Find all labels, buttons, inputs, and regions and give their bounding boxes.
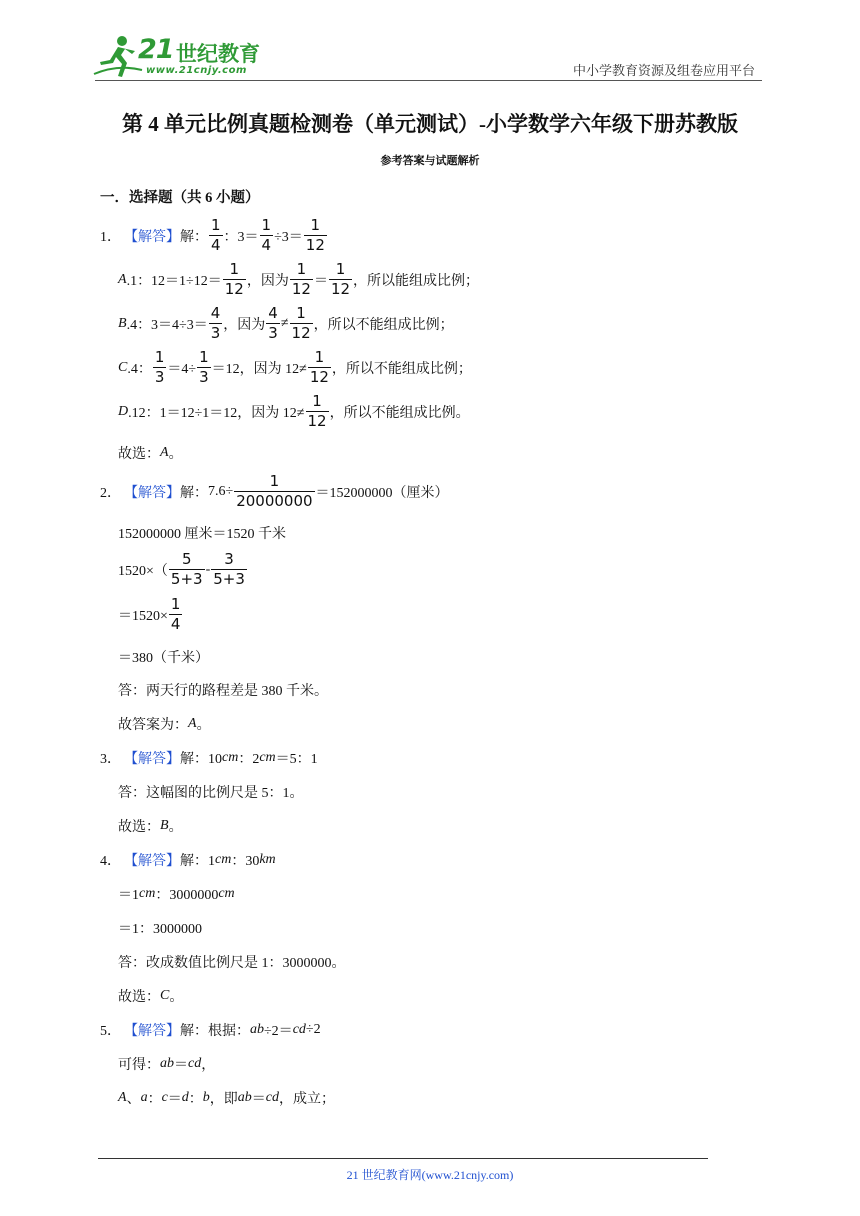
variable: d: [181, 1090, 189, 1105]
text: ＝152000000（厘米）: [315, 485, 449, 501]
q4-line-1: [100, 850, 276, 870]
variable: ab: [250, 1022, 264, 1037]
text: ，所以不能组成比例；: [331, 361, 472, 377]
text: .4：3＝4÷3＝: [126, 317, 208, 333]
text: ＝: [251, 1092, 266, 1107]
fraction: $\frac{1}{3}$: [199, 348, 209, 386]
q2-line-6: 答：两天行的路程差是 380 千米。: [118, 684, 328, 699]
fraction: $\frac{1}{4}$: [211, 216, 221, 254]
answer-letter: B: [160, 818, 169, 833]
q1-choice: [118, 443, 183, 463]
answer-letter: C: [160, 988, 170, 1003]
platform-label: 中小学教育资源及组卷应用平台: [572, 63, 755, 78]
variable: a: [140, 1090, 148, 1105]
text: ，即: [209, 1092, 238, 1107]
q4-line-3: ＝1：3000000: [118, 922, 202, 937]
fraction: $\frac{4}{3}$: [210, 304, 221, 342]
answer-tag[interactable]: 【解答】: [124, 485, 180, 501]
text: -: [205, 561, 211, 577]
question-number: 5．: [100, 1024, 121, 1039]
option-letter: D: [118, 403, 129, 419]
answer-tag[interactable]: 【解答】: [124, 854, 180, 869]
unit: km: [259, 852, 276, 867]
fraction: $\frac{1}{12}$: [224, 260, 244, 298]
fraction: $\frac{1}{12}$: [307, 392, 327, 430]
text: ÷3＝: [274, 229, 303, 245]
text: 。: [169, 990, 184, 1005]
text: 故选：: [118, 820, 160, 835]
fraction: $\frac{1}{12}$: [305, 216, 325, 254]
text: ，成立；: [279, 1092, 335, 1107]
text: .4：: [127, 361, 152, 377]
answer-tag[interactable]: 【解答】: [124, 1024, 180, 1039]
fraction: $\frac{5}{5+3}$: [170, 550, 203, 588]
text: ，: [201, 1058, 216, 1073]
fraction: $\frac{1}{12}$: [309, 348, 329, 386]
question-number: 4．: [100, 854, 121, 869]
text: ：30: [231, 854, 260, 869]
answer-tag[interactable]: 【解答】: [124, 229, 180, 245]
variable: b: [202, 1090, 210, 1105]
variable: c: [161, 1090, 168, 1105]
text: ＝: [313, 273, 328, 289]
q1-line-1: [100, 218, 328, 253]
text: ÷2: [305, 1022, 321, 1037]
variable: cd: [188, 1056, 202, 1071]
fraction: $\frac{1}{3}$: [154, 348, 165, 386]
text: 。: [168, 447, 183, 462]
text: ＝12，因为 12≠: [211, 361, 307, 377]
text: 。: [168, 820, 183, 835]
text: 1520×（: [118, 563, 168, 579]
text: ：: [188, 1092, 203, 1107]
fraction: $\frac{1}{12}$: [330, 260, 351, 298]
q5-line-1: [100, 1020, 321, 1040]
text: ＝4÷: [167, 361, 197, 377]
text: 解：10: [180, 752, 222, 767]
text: ，因为: [223, 317, 266, 333]
unit: cm: [139, 886, 156, 901]
text: ≠: [280, 315, 289, 331]
answer-tag[interactable]: 【解答】: [124, 752, 180, 767]
text: .1：12＝1÷12＝: [126, 273, 222, 289]
answer-letter: A: [188, 716, 197, 731]
text: 。: [196, 718, 211, 733]
unit: cm: [218, 886, 235, 901]
text: ，所以能组成比例；: [353, 273, 480, 289]
fraction: $\frac{3}{5+3}$: [213, 550, 245, 588]
logo-text: 世纪教育: [176, 42, 260, 66]
q2-line-2: 152000000 厘米＝1520 千米: [118, 527, 286, 542]
text: ：: [147, 1092, 162, 1107]
text: ：3＝: [223, 229, 259, 245]
text: .12：1＝12÷1＝12，因为 12≠: [128, 405, 305, 421]
text: 解：: [180, 485, 208, 501]
option-letter: A: [118, 271, 127, 287]
q1-option-a: [118, 262, 479, 297]
text: ：3000000: [155, 888, 219, 903]
question-number: 3．: [100, 752, 121, 767]
text: ＝5：1: [275, 752, 318, 767]
q5-line-3: [118, 1088, 335, 1108]
text: 解：: [180, 229, 208, 245]
text: ＝1: [118, 888, 139, 903]
text: 故答案为：: [118, 718, 188, 733]
q2-line-3: [118, 552, 248, 587]
variable: cd: [292, 1022, 306, 1037]
q3-line-3: [118, 816, 183, 836]
option-letter: A: [118, 1090, 127, 1105]
q4-line-2: [118, 884, 235, 904]
q1-option-b: [118, 306, 454, 341]
q2-line-1: [100, 474, 449, 509]
variable: ab: [237, 1090, 252, 1105]
text: ：2: [238, 752, 260, 767]
fraction: $\frac{1}{20000000}$: [236, 472, 313, 510]
footer-link[interactable]: 21 世纪教育网(www.21cnjy.com): [346, 1168, 514, 1182]
fraction: $\frac{4}{3}$: [268, 304, 278, 342]
page-title: 第 4 单元比例真题检测卷（单元测试）-小学数学六年级下册苏教版: [122, 112, 738, 136]
fraction: $\frac{1}{4}$: [261, 216, 272, 254]
unit: cm: [222, 750, 239, 765]
q3-line-2: 答：这幅图的比例尺是 5：1。: [118, 786, 304, 801]
q4-line-4: 答：改成数值比例尺是 1：3000000。: [118, 956, 346, 971]
question-number: 1．: [100, 229, 121, 245]
text: ÷2＝: [264, 1024, 293, 1039]
text: ＝1520×: [118, 608, 168, 624]
logo-number: 21: [138, 34, 174, 65]
option-letter: C: [118, 359, 128, 375]
page-header: [0, 0, 860, 90]
text: 解：根据：: [180, 1024, 250, 1039]
header-divider: [95, 80, 762, 81]
fraction: $\frac{1}{12}$: [291, 260, 311, 298]
q5-line-2: [118, 1054, 215, 1074]
unit: cm: [215, 852, 232, 867]
text: ，所以不能组成比例。: [329, 405, 470, 421]
text: 可得：: [118, 1058, 160, 1073]
q1-option-c: [118, 350, 472, 385]
answer-letter: A: [160, 445, 169, 460]
text: ，因为: [246, 273, 289, 289]
text: 、: [126, 1092, 141, 1107]
text: ，所以不能组成比例；: [313, 317, 454, 333]
fraction: $\frac{1}{12}$: [291, 304, 311, 342]
logo-url: www.21cnjy.com: [146, 65, 247, 76]
unit: cm: [259, 750, 276, 765]
q2-line-7: [118, 714, 211, 734]
section-heading: 一．选择题（共 6 小题）: [100, 190, 260, 206]
q3-line-1: [100, 748, 318, 768]
text: 7.6÷: [208, 483, 234, 499]
text: ＝: [167, 1092, 182, 1107]
q2-line-5: ＝380（千米）: [118, 651, 209, 666]
variable: cd: [265, 1090, 279, 1105]
text: ＝: [174, 1058, 188, 1073]
question-number: 2．: [100, 485, 121, 501]
footer-divider: [98, 1158, 708, 1159]
variable: ab: [160, 1056, 174, 1071]
runner-logo-icon: [92, 34, 144, 80]
q1-option-d: [118, 394, 470, 429]
q4-line-5: [118, 986, 183, 1006]
site-logo[interactable]: [92, 32, 262, 82]
text: 故选：: [118, 447, 160, 462]
page-subtitle: 参考答案与试题解析: [380, 155, 480, 167]
fraction: $\frac{1}{4}$: [170, 595, 181, 633]
q2-line-4: [118, 597, 183, 632]
text: 故选：: [118, 990, 160, 1005]
option-letter: B: [118, 315, 127, 331]
text: 解：1: [180, 854, 215, 869]
